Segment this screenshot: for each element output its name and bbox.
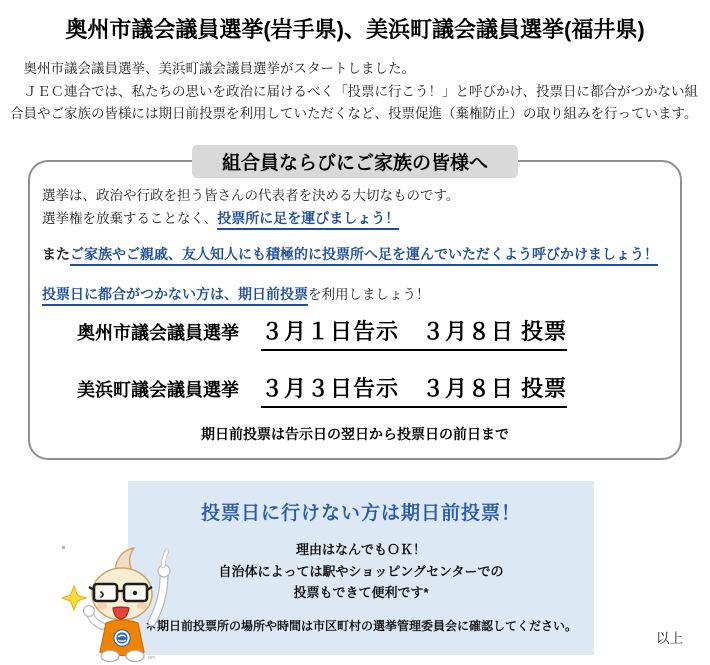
notice-line-1 bbox=[42, 184, 459, 205]
member-notice-box bbox=[28, 153, 682, 460]
notice-line-4-plain: を利用しましょう！ bbox=[308, 287, 430, 302]
notice-line-1-text: 選挙は、政治や行政を担う皆さんの代表者を決める大切なものです。 bbox=[42, 188, 460, 203]
notice-line-4-emphasis: 投票日に都合がつかない方は、期日前投票 bbox=[42, 286, 308, 306]
mascot-pointing-arm bbox=[152, 551, 170, 622]
notice-line-3-emphasis: ご家族やご親戚、友人知人にも積極的に投票所へ足を運んでいただくよう呼びかけましょう！ bbox=[70, 246, 658, 266]
sparkle-icon bbox=[62, 586, 86, 610]
early-voting-footnote: ＊期日前投票所の場所や時間は市区町村の選挙管理委員会に確認してください。 bbox=[144, 618, 577, 633]
early-voting-detail-3: 投票もできて便利です* bbox=[293, 585, 429, 600]
intro-paragraph-2: ＪＥＣ連合では、私たちの思いを政治に届けるべく「投票に行こう！」と呼びかけ、投票日に都合がつかない組合員やご家族の皆様には期日前投票を利用していただくなど、投票促進（棄権防止）の取り組みを行っています。 bbox=[10, 83, 698, 121]
early-voting-heading: 投票日に行けない方は期日前投票！ bbox=[200, 503, 521, 524]
early-voting-detail-1: 理由はなんでもＯＫ！ bbox=[295, 542, 426, 557]
closing-word: 以上 bbox=[656, 631, 683, 646]
notice-line-4 bbox=[42, 283, 430, 304]
notice-line-3 bbox=[42, 244, 658, 264]
notice-line-3-prefix: また bbox=[42, 246, 70, 262]
onion-mascot-icon bbox=[60, 538, 198, 664]
notice-line-2 bbox=[42, 207, 399, 228]
election-name-oshu: 奥州市議会議員選挙 bbox=[77, 323, 239, 343]
intro-paragraphs bbox=[10, 58, 702, 126]
intro-paragraph-1: 奥州市議会議員選挙、美浜町議会議員選挙がスタートしました。 bbox=[10, 61, 415, 76]
early-voting-detail-2: 自治体によっては駅やショッピングセンターでの bbox=[218, 563, 504, 579]
election-row-oshu bbox=[77, 315, 567, 351]
notice-line-2-emphasis: 投票所に足を運びましょう！ bbox=[217, 210, 399, 230]
election-dates-mihama: ３月３日告示 ３月８日 投票 bbox=[261, 372, 567, 408]
page-title: 奥州市議会議員選挙(岩手県)、美浜町議会議員選挙(福井県) bbox=[65, 17, 645, 42]
member-notice-box-header: 組合員ならびにご家族の皆様へ bbox=[192, 145, 518, 178]
election-dates-oshu: ３月１日告示 ３月８日 投票 bbox=[261, 315, 567, 351]
early-voting-period-note: 期日前投票は告示日の翌日から投票日の前日まで bbox=[201, 426, 509, 442]
election-name-mihama: 美浜町議会議員選挙 bbox=[77, 380, 239, 400]
mascot-credit-text: NPI bbox=[148, 655, 156, 660]
notice-line-2-plain: 選挙権を放棄することなく、 bbox=[42, 211, 218, 226]
election-row-mihama bbox=[77, 372, 567, 408]
